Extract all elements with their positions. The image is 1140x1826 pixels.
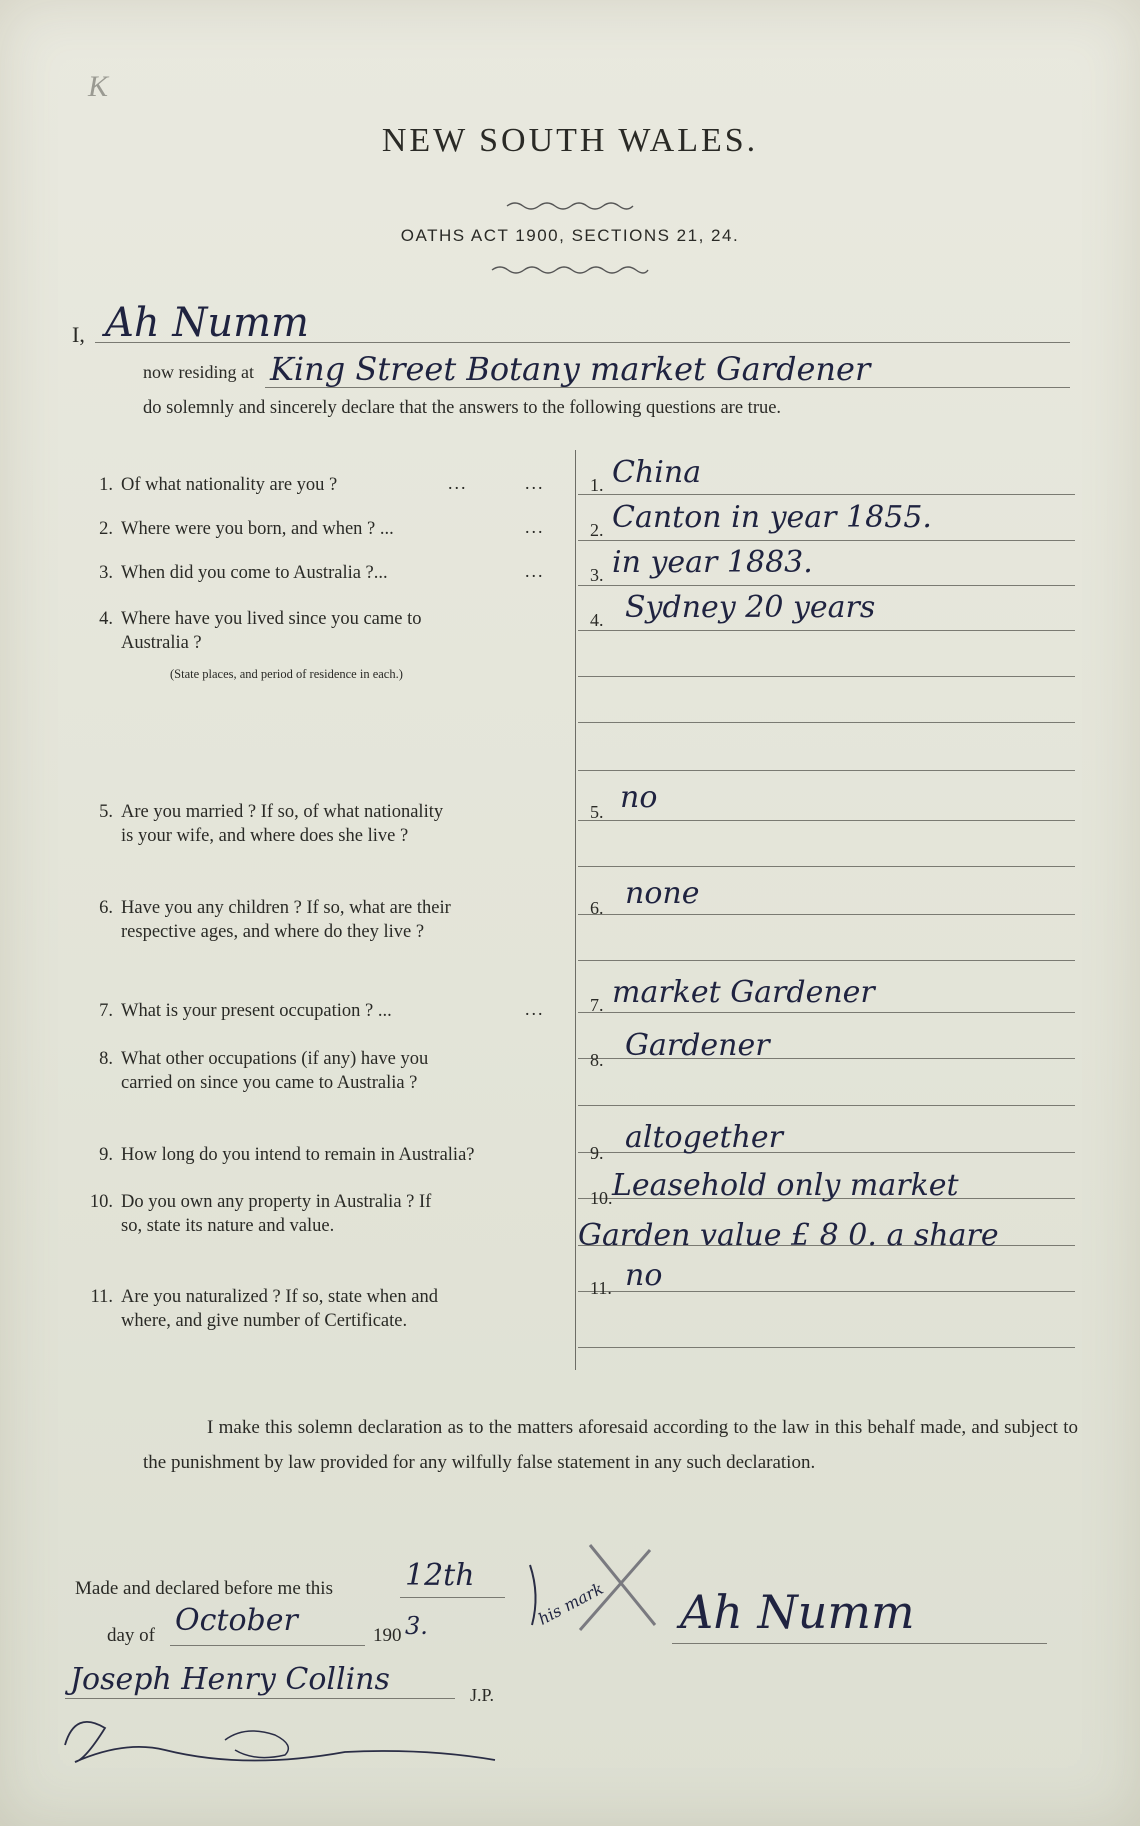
- question-9: [75, 1143, 475, 1167]
- answer-number: 5.: [590, 802, 604, 822]
- question-8: [75, 1047, 428, 1095]
- answer-number: 7.: [590, 995, 604, 1015]
- answer-line: [578, 914, 1075, 915]
- answer-2: Canton in year 1855.: [612, 500, 932, 535]
- question-2: [75, 517, 394, 541]
- answer-6: none: [625, 876, 700, 911]
- question-4-note: (State places, and period of residence in each.): [170, 667, 403, 681]
- answer-10-line-2: Garden value £ 8 0. a share: [578, 1218, 999, 1253]
- flourish-top-icon: [505, 198, 635, 212]
- column-divider: [575, 450, 576, 1370]
- declare-text: do solemnly and sincerely declare that the answers to the following questions are true.: [143, 398, 782, 418]
- question-number: 9.: [99, 1145, 113, 1165]
- answer-1: China: [612, 455, 702, 490]
- question-4: [75, 607, 565, 655]
- answer-11: no: [625, 1258, 663, 1293]
- question-text: where, and give number of Certificate.: [121, 1311, 408, 1331]
- document-subtitle: OATHS ACT 1900, SECTIONS 21, 24.: [400, 226, 740, 245]
- question-text: Of what nationality are you ?: [121, 475, 338, 495]
- residence-value: King Street Botany market Gardener: [270, 350, 871, 388]
- answer-7: market Gardener: [612, 975, 875, 1010]
- answer-10-line-1: Leasehold only market: [612, 1168, 959, 1203]
- question-number: 4.: [99, 609, 113, 629]
- question-number: 5.: [99, 802, 113, 822]
- leader-dots: ...: [525, 999, 545, 1019]
- document-title: NEW SOUTH WALES.: [381, 122, 759, 159]
- day-underline: [400, 1597, 505, 1598]
- question-number: 7.: [99, 1001, 113, 1021]
- answer-line: [578, 585, 1075, 586]
- year-prefix: 190: [373, 1625, 402, 1646]
- answer-line: [578, 1012, 1075, 1013]
- question-text: Australia ?: [121, 633, 202, 653]
- jp-label: J.P.: [470, 1685, 495, 1705]
- answer-line: [578, 630, 1075, 631]
- signature-flourish-icon: [45, 1700, 505, 1770]
- answer-line: [578, 820, 1075, 821]
- leader-dots: ...: [525, 473, 545, 493]
- year-suffix: 3.: [405, 1612, 428, 1640]
- answer-4: Sydney 20 years: [625, 590, 876, 625]
- question-3: [75, 561, 388, 585]
- answer-line: [578, 960, 1075, 961]
- question-text: carried on since you came to Australia ?: [121, 1073, 418, 1093]
- made-declared-label: Made and declared before me this: [75, 1578, 333, 1599]
- answer-line: [578, 1347, 1075, 1348]
- corner-mark: K: [88, 70, 109, 103]
- answer-number: 6.: [590, 898, 604, 918]
- question-number: 8.: [99, 1049, 113, 1069]
- name-underline: [95, 342, 1070, 343]
- question-number: 2.: [99, 519, 113, 539]
- question-text: Where were you born, and when ? ...: [121, 519, 394, 539]
- answer-9: altogether: [625, 1120, 784, 1155]
- flourish-bottom-icon: [490, 262, 650, 276]
- question-text: How long do you intend to remain in Australia?: [121, 1145, 475, 1165]
- question-text: When did you come to Australia ?...: [121, 563, 388, 583]
- question-7: [75, 999, 392, 1023]
- question-5: [75, 800, 443, 848]
- question-11: [75, 1285, 438, 1333]
- answer-line: [578, 866, 1075, 867]
- month-underline: [170, 1645, 365, 1646]
- question-number: 3.: [99, 563, 113, 583]
- question-text: Are you naturalized ? If so, state when and: [121, 1287, 438, 1307]
- answer-5: no: [620, 780, 658, 815]
- question-number: 10.: [89, 1192, 113, 1212]
- answer-line: [578, 540, 1075, 541]
- day-of-label: day of: [107, 1625, 156, 1646]
- question-1: [75, 473, 337, 497]
- declarant-signature: Ah Numm: [680, 1585, 915, 1639]
- declaration-paragraph: I make this solemn declaration as to the matters aforesaid according to the law in this behalf made, and subject to the punishment by law provided for any wilfully false statement in any such declaration.: [143, 1417, 1078, 1473]
- answer-8: Gardener: [625, 1028, 770, 1063]
- question-text: Where have you lived since you came to: [121, 609, 422, 629]
- leader-dots: ...: [448, 473, 468, 493]
- answer-number: 10.: [590, 1188, 613, 1208]
- residence-underline: [265, 387, 1070, 388]
- leader-dots: ...: [525, 517, 545, 537]
- declared-month: October: [175, 1603, 298, 1638]
- answer-line: [578, 1105, 1075, 1106]
- his-mark-label: his mark: [535, 1578, 607, 1629]
- question-text: respective ages, and where do they live ?: [121, 922, 425, 942]
- answer-number: 2.: [590, 520, 604, 540]
- declarant-name: Ah Numm: [105, 300, 309, 346]
- answer-number: 8.: [590, 1050, 604, 1070]
- question-number: 11.: [90, 1287, 113, 1307]
- question-text: is your wife, and where does she live ?: [121, 826, 409, 846]
- question-text: Are you married ? If so, of what nationality: [121, 802, 444, 822]
- leader-dots: ...: [525, 561, 545, 581]
- answer-line: [578, 676, 1075, 677]
- question-text: so, state its nature and value.: [121, 1216, 335, 1236]
- question-text: What is your present occupation ? ...: [121, 1001, 392, 1021]
- jp-underline: [65, 1698, 455, 1699]
- question-number: 1.: [99, 475, 113, 495]
- answer-number: 3.: [590, 565, 604, 585]
- question-text: What other occupations (if any) have you: [121, 1049, 429, 1069]
- answer-number: 1.: [590, 475, 604, 495]
- question-10: [75, 1190, 431, 1238]
- question-number: 6.: [99, 898, 113, 918]
- answer-3: in year 1883.: [612, 545, 813, 580]
- jp-signature: Joseph Henry Collins: [70, 1662, 390, 1697]
- answer-line: [578, 722, 1075, 723]
- answer-line: [578, 494, 1075, 495]
- declared-day: 12th: [405, 1558, 475, 1593]
- signature-underline: [672, 1643, 1047, 1644]
- answer-line: [578, 770, 1075, 771]
- question-text: Do you own any property in Australia ? If: [121, 1192, 432, 1212]
- question-6: [75, 896, 451, 944]
- answer-number: 4.: [590, 610, 604, 630]
- question-text: Have you any children ? If so, what are their: [121, 898, 451, 918]
- residing-label: now residing at: [143, 362, 254, 382]
- answer-number: 11.: [590, 1278, 612, 1298]
- answer-number: 9.: [590, 1143, 604, 1163]
- declarant-prefix: I,: [72, 322, 85, 347]
